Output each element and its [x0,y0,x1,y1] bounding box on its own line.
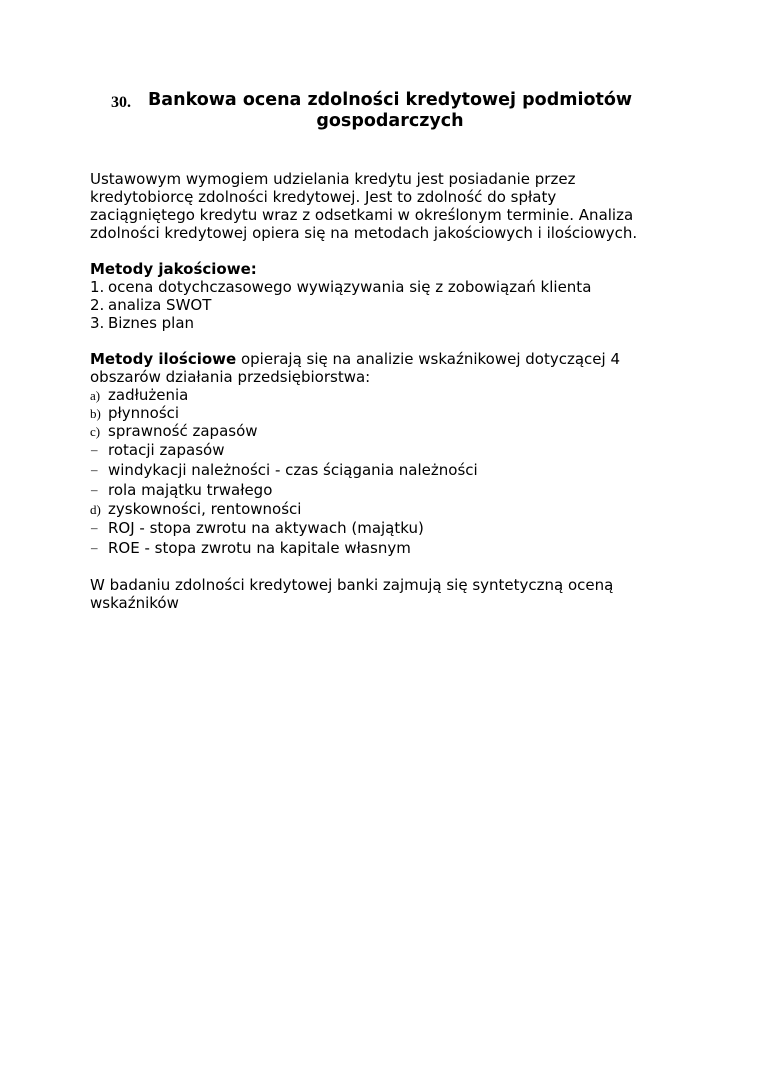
list-item-text: analiza SWOT [108,296,212,314]
dash-marker: – [91,482,98,497]
section-number: 30. [111,94,131,111]
conclusion-paragraph: W badaniu zdolności kredytowej banki zajmują się syntetyczną oceną wskaźników [90,576,614,612]
list-marker: a) [90,388,101,403]
qualitative-methods-label: Metody jakościowe: [90,260,257,278]
spacer [90,558,650,576]
list-item [90,500,650,518]
list-marker: b) [90,406,101,421]
list-item [90,480,650,500]
list-item [90,538,650,558]
list-item-text: Biznes plan [108,314,195,332]
quantitative-methods-paragraph [90,350,650,386]
spacer [90,332,650,350]
list-item [90,296,650,314]
dash-marker: – [91,540,98,555]
list-item-text: sprawność zapasów [108,422,258,440]
list-marker: d) [90,502,101,517]
section-heading [90,90,690,132]
list-item [90,422,650,440]
list-item [90,518,650,538]
dash-marker: – [91,520,98,535]
list-item-text: ocena dotychczasowego wywiązywania się z zobowiązań klienta [108,278,592,296]
list-marker: 3. [90,314,105,332]
list-item-text: zadłużenia [108,386,189,404]
quantitative-methods-label: Metody ilościowe [90,350,237,368]
quantitative-methods-description: opierają się na analizie wskaźnikowej dotyczącej 4 obszarów działania przedsiębiorstwa: [90,350,620,386]
section-title: Bankowa ocena zdolności kredytowej podmiotów gospodarczych [147,90,633,131]
list-item [90,440,650,460]
document-body [90,170,650,612]
qualitative-methods-list [90,278,650,332]
quantitative-methods-list [90,386,650,558]
list-item [90,386,650,404]
list-item-text: płynności [108,404,180,422]
list-item-text: windykacji należności - czas ściągania należności [108,461,478,479]
list-item-text: rola majątku trwałego [108,481,273,499]
dash-marker: – [91,442,98,457]
list-marker: c) [90,424,101,439]
intro-paragraph: Ustawowym wymogiem udzielania kredytu jest posiadanie przez kredytobiorcę zdolności kredytowej. Jest to zdolność do spłaty zaciągniętego kredytu wraz z odsetkami w określonym terminie. Analiza zdolności kredytowej opiera się na metodach jakościowych i ilościowych. [90,170,638,242]
dash-marker: – [91,462,98,477]
list-marker: 2. [90,296,105,314]
list-item [90,404,650,422]
list-item [90,278,650,296]
list-item [90,460,650,480]
list-item [90,314,650,332]
spacer [90,242,650,260]
list-item-text: zyskowności, rentowności [108,500,302,518]
list-item-text: ROJ - stopa zwrotu na aktywach (majątku) [108,519,424,537]
list-marker: 1. [90,278,105,296]
list-item-text: rotacji zapasów [108,441,225,459]
list-item-text: ROE - stopa zwrotu na kapitale własnym [108,539,411,557]
